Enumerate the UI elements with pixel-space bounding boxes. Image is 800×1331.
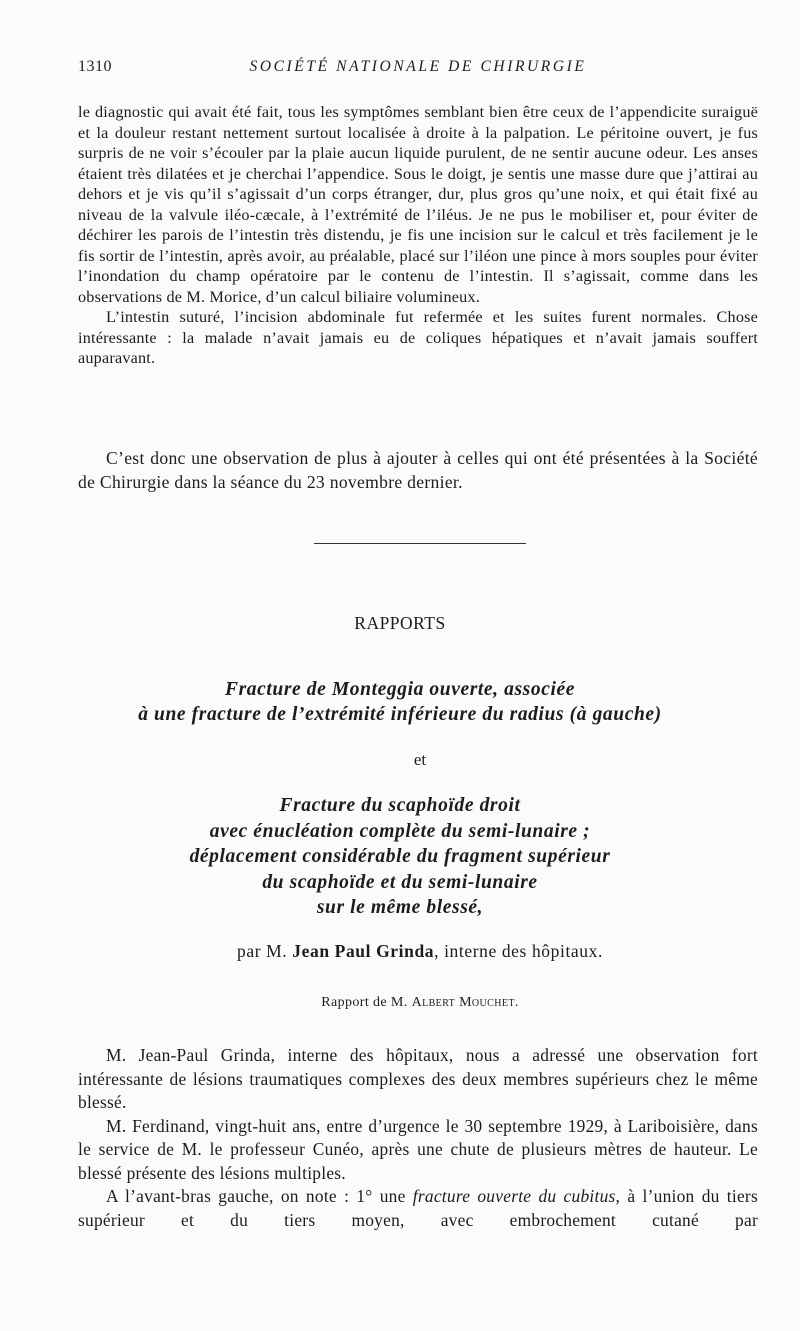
running-head <box>78 58 758 82</box>
title-line: Fracture du scaphoïde droit <box>279 795 521 816</box>
closing-paragraph-block <box>78 447 758 494</box>
article-title-part-two <box>40 793 760 921</box>
title-line: déplacement considérable du fragment supérieur <box>189 846 611 867</box>
section-heading: RAPPORTS <box>354 613 446 633</box>
author-name: Jean Paul Grinda <box>292 941 435 961</box>
report-paragraph: M. Ferdinand, vingt-huit ans, entre d’urgence le 30 septembre 1929, à Lariboisière, dans le service de M. le professeur Cunéo, après une chute de plusieurs mètres de hauteur. Le blessé présente des lésions multiples. <box>78 1115 758 1183</box>
journal-title: SOCIÉTÉ NATIONALE DE CHIRURGIE <box>249 58 587 75</box>
title-line: Fracture de Monteggia ouverte, associée <box>225 679 575 700</box>
body-paragraph: L’intestin suturé, l’incision abdominale fut refermée et les suites furent normales. Chose intéressante : la malade n’avait jamais eu de coliques hépatiques et n’avait jamais souffert auparavant. <box>78 308 758 367</box>
report-body <box>78 1044 758 1232</box>
title-conjunction: et <box>413 750 427 769</box>
report-prefix: Rapport de M. <box>321 995 408 1010</box>
closing-paragraph: C’est donc une observation de plus à ajouter à celles qui ont été présentées à la Société de Chirurgie dans la séance du 23 novembre dernier. <box>78 448 758 492</box>
body-paragraph: le diagnostic qui avait été fait, tous les symptômes semblant bien être ceux de l’appendicite suraiguë et la douleur restant nettement surtout localisée à droite à la palpation. Le péritoine ouvert, je fus surpris de ne voir s’écouler par la plaie aucun liquide purulent, de ne sentir aucune odeur. Les anses étaient très dilatées et je cherchai l’appendice. Sous le doigt, je sentis une masse dure que j’attirai au dehors et je vis qu’il s’agissait d’un corps étranger, dur, plus gros qu’une noix, et qui était fixé au niveau de la valvule iléo-cæcale, à l’extrémité de l’iléus. Je ne pus le mobiliser et, pour éviter de déchirer les parois de l’intestin très distendu, je fis une incision sur le calcul et très facilement je le fis sortir de l’intestin, après avoir, au préalable, placé sur l’iléon une pince à mors souples pour éviter l’inondation du champ opératoire par le contenu de l’intestin. Il s’agissait, comme dans les observations de M. Morice, d’un calcul biliaire volumineux. <box>78 103 758 306</box>
section-divider <box>314 543 526 544</box>
byline-prefix: par M. <box>237 941 288 961</box>
article-title-part-one <box>40 677 760 727</box>
report-paragraph <box>78 1185 758 1232</box>
body-text <box>78 102 758 369</box>
italic-diagnosis: fracture ouverte du cubitus <box>412 1186 616 1206</box>
page-number: 1310 <box>78 58 112 75</box>
title-line: à une fracture de l’extrémité inférieure du radius (à gauche) <box>138 704 662 725</box>
title-line: du scaphoïde et du semi-lunaire <box>262 871 538 893</box>
title-line: sur le même blessé, <box>316 897 484 918</box>
paragraph-text: A l’avant-bras gauche, on note : 1° une <box>106 1186 406 1206</box>
rapporteur-name: Albert Mouchet. <box>411 995 519 1010</box>
title-line: avec énucléation complète du semi-lunaire ; <box>209 820 591 842</box>
report-paragraph: M. Jean-Paul Grinda, interne des hôpitaux, nous a adressé une observation fort intéressante de lésions traumatiques complexes des deux membres supérieurs chez le même blessé. <box>78 1045 758 1112</box>
paragraph-text: , à l’union du tiers supérieur et du tiers moyen, avec embrochement cutané par <box>78 1186 758 1230</box>
author-byline <box>0 941 800 962</box>
report-attribution <box>0 995 800 1011</box>
byline-suffix: , interne des hôpitaux. <box>434 941 603 961</box>
